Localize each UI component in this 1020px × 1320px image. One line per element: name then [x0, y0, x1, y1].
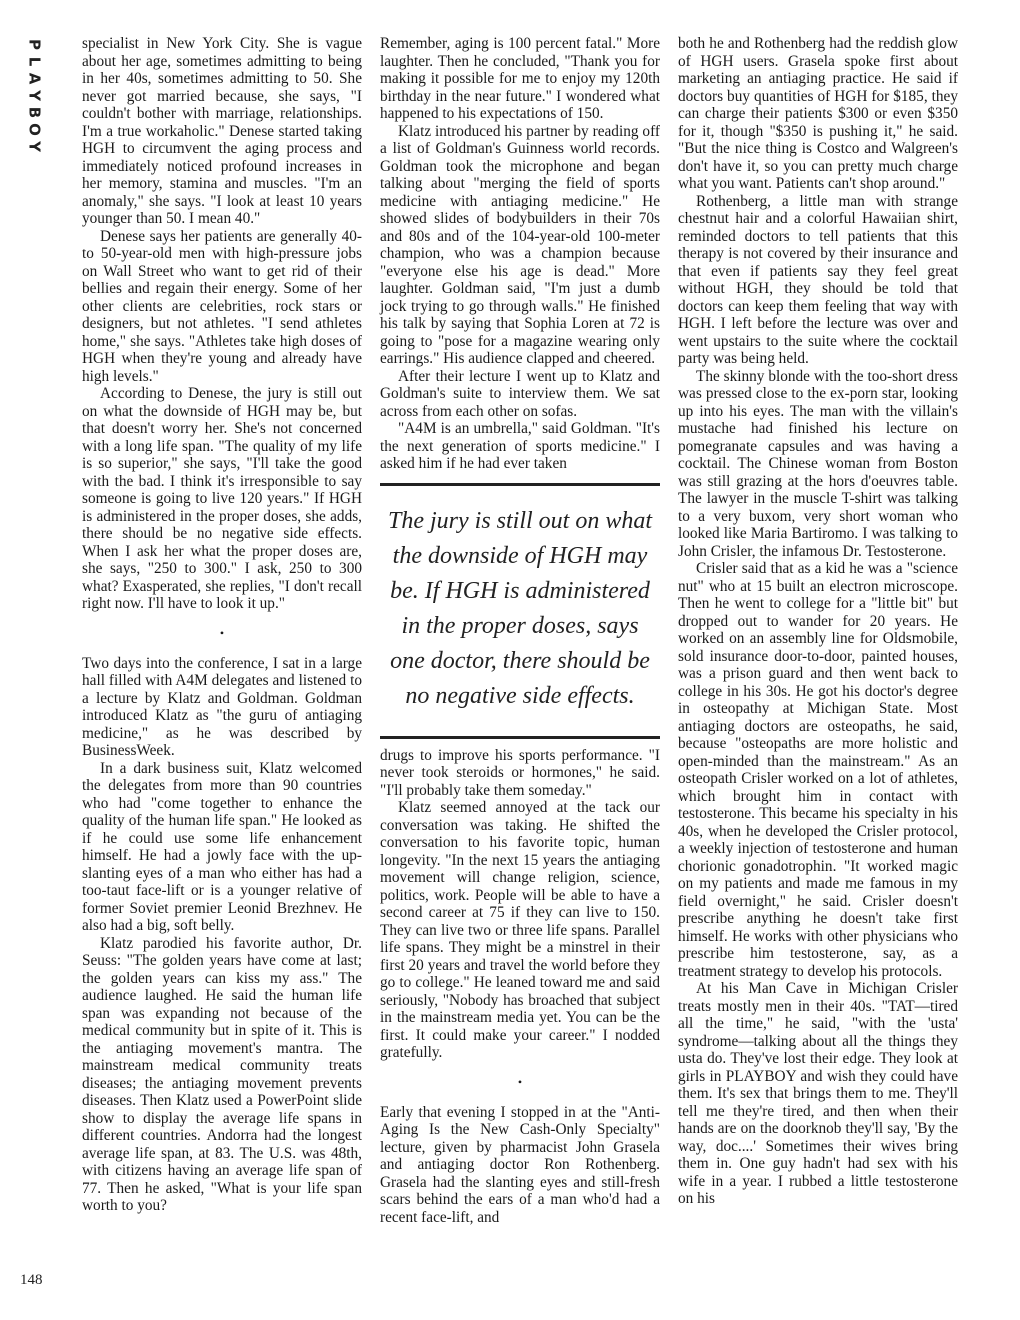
paragraph: Rothenberg, a little man with strange chestnut hair and a colorful Hawaiian shirt, reminded doctors to tell patients that this therapy is not covered by their insurance and that even if patients say they feel great without HGH, they should be told that doctors can keep them feeling that way with HGH. I left before the lecture was over and went upstairs to the suite where the cocktail party was being held.	[678, 192, 958, 367]
spine-letter: Y	[25, 141, 44, 152]
pull-quote: The jury is still out on what the downside of HGH may be. If HGH is administered in the proper doses, says one doctor, there should be no negative side effects.	[380, 483, 660, 739]
spine-letter: A	[25, 72, 44, 85]
paragraph: drugs to improve his sports performance. "I never took steroids or hormones," he said. "I'll probably take them someday."	[380, 746, 660, 799]
section-separator: •	[219, 625, 225, 640]
spine-letter: B	[25, 106, 44, 119]
spine-letter: L	[25, 56, 44, 67]
paragraph: The skinny blonde with the too-short dress was pressed close to the ex-porn star, looking up into his eyes. The man with the villain's mustache had finished his lecture on pomegranate capsules and was having a cocktail. The Chinese woman from Boston was still grazing at the hors d'oeuvres table. The lawyer in the muscle T-shirt was talking to a very buxom, very short woman who looked like Maria Bartiromo. I was talking to John Crisler, the infamous Dr. Testosterone.	[678, 367, 958, 560]
paragraph: Klatz introduced his partner by reading off a list of Goldman's Guinness world records. Goldman took the microphone and began talking about "merging the field of sports medicine with antiaging medicine." He showed slides of bodybuilders in their 70s and 80s and of the 104-year-old 100-meter champion, who was a champion because "everyone else his age is dead." More laughter. Goldman said, "I'm just a dumb jock trying to go through walls." He finished his talk by saying that Sophia Loren at 72 is going to "pose for a magazine wearing only earrings." His audience clapped and cheered.	[380, 122, 660, 367]
column-1	[82, 35, 362, 1215]
page-number: 148	[20, 1272, 43, 1288]
spine-letter: O	[25, 123, 44, 136]
section-separator: •	[517, 1074, 523, 1089]
paragraph: Two days into the conference, I sat in a large hall filled with A4M delegates and listened to a lecture by Klatz and Goldman. Goldman introduced Klatz as "the guru of antiaging medicine," as he was described by BusinessWeek.	[82, 654, 362, 759]
magazine-spine	[26, 36, 42, 155]
paragraph: both he and Rothenberg had the reddish glow of HGH users. Grasela spoke first about marketing an antiaging practice. He said if doctors buy quantities of HGH for $185, they can charge their patients $300 or even $350 for it, though "$350 is pushing it," he said. "But the nice thing is Costco and Walgreen's don't have it, so you can pretty much charge what you want. Patients can't shop around."	[678, 35, 958, 192]
paragraph: Remember, aging is 100 percent fatal." More laughter. Then he concluded, "Thank you for making it possible for me to enjoy my 120th birthday in the near future." I wondered what happened to his expectations of 150.	[380, 35, 660, 122]
paragraph: According to Denese, the jury is still out on what the downside of HGH may be, but that doesn't worry her. She's not concerned with a long life span. "The quality of my life is so superior," she says, "I'll take the good with the bad. I think it's irresponsible to say someone is going to live 120 years." If HGH is administered in the proper doses, she adds, there should be no negative side effects. When I ask her what the proper doses are, she says, "250 to 300." I ask, 250 to 300 what? Exasperated, she replies, "I don't recall right now. I'll have to look it up."	[82, 385, 362, 612]
paragraph: Klatz parodied his favorite author, Dr. Seuss: "The golden years have come at last; the golden years can kiss my ass." The audience laughed. He said the human life span was expanding not because of the medical community but in spite of it. This is the antiaging movement's mantra. The mainstream medical community treats diseases; the antiaging movement prevents diseases. Then Klatz used a PowerPoint slide show to display the average life spans in different countries. Andorra had the longest average life span, at 83. The U.S. was 48th, with citizens having an average life span of 77. Then he asked, "What is your life span worth to you?	[82, 934, 362, 1214]
paragraph: Early that evening I stopped in at the "Anti-Aging Is the New Cash-Only Specialty" lecture, given by pharmacist John Grasela and antiaging doctor Ron Rothenberg. Grasela had the slanting eyes and still-fresh scars behind the ears of a man who'd had a recent face-lift, and	[380, 1103, 660, 1226]
paragraph: Crisler said that as a kid he was a "science nut" who at 15 built an electron microscope. Then he went to college for a "little bit" but dropped out to wander for 20 years. He worked on an assembly line for Oldsmobile, sold insurance door-to-door, painted houses, was a prison guard and then went back to college in his 30s. He got his doctor's degree in osteopathy at Michigan State. Most antiaging doctors are osteopaths, he said, because "osteopaths are more holistic and open-minded than the mainstream." As an osteopath Crisler worked on a lot of athletes, which brought him in contact with testosterone. This became his specialty in his 40s, when he developed the Crisler protocol, a weekly injection of testosterone and human chorionic gonadotrophin. "It worked magic on my patients and made me famous in my field overnight," he said. Crisler doesn't prescribe anything he doesn't take first himself. He works with other physicians who prescribe him testosterone, say, as a treatment strategy to develop his protocols.	[678, 560, 958, 980]
paragraph: Klatz seemed annoyed at the tack our conversation was taking. He shifted the conversation to his favorite topic, human longevity. "In the next 15 years the antiaging movement will change religion, science, politics, work. People will be able to have a second career at 75 if they can live to 150. They can live two or three life spans. Parallel life spans. They might be a minstrel in their first 20 years and travel the world before they go to college." He leaned toward me and said seriously, "Nobody has broached that subject in the mainstream media yet. You can be the first. It could make your career." I nodded gratefully.	[380, 799, 660, 1061]
paragraph: At his Man Cave in Michigan Crisler treats mostly men in their 40s. "TAT—tired all the time," he said, "with the 'usta' syndrome—talking about all the things they usta do. They've lost their edge. They look at girls in PLAYBOY and wish they could have them. It's sex that brings them to me. They'll tell me they're tired, and then when their hands are on the doorknob they'll say, 'By the way, doc....' Sometimes their wives bring them in. One guy hadn't had sex with his wife in a year. I rubbed a little testosterone on his	[678, 980, 958, 1207]
paragraph: specialist in New York City. She is vague about her age, sometimes admitting to being in her 40s, sometimes admitting to 50. She never got married because, she says, "I couldn't bother with marriage, relationships. I'm a true workaholic." Denese started taking HGH to circumvent the aging process and immediately noticed profound increases in her memory, stamina and muscles. "I'm an anomaly," she says. "I look at least 10 years younger than 50. I mean 40."	[82, 35, 362, 227]
paragraph: "A4M is an umbrella," said Goldman. "It's the next generation of sports medicine." I asked him if he had ever taken	[380, 420, 660, 472]
column-3	[678, 35, 958, 1208]
column-2	[380, 35, 660, 1226]
paragraph: In a dark business suit, Klatz welcomed the delegates from more than 90 countries who had "come together to enhance the quality of the human life span." He looked as if he could use some life enhancement himself. He had a jowly face with the up-slanting eyes of a man who either has had a too-taut face-lift or is a younger relative of former Soviet premier Leonid Brezhnev. He also had a big, soft belly.	[82, 759, 362, 934]
spine-letter: Y	[25, 90, 44, 101]
paragraph: After their lecture I went up to Klatz and Goldman's suite to interview them. We sat across from each other on sofas.	[380, 367, 660, 420]
paragraph: Denese says her patients are generally 40- to 50-year-old men with high-pressure jobs on Wall Street who want to get rid of their bellies and regain their energy. Some of her other clients are celebrities, rock stars or designers, but not athletes. "I send athletes home," she says. "Athletes take high doses of HGH when they're young and already have high levels."	[82, 227, 362, 385]
spine-letter: P	[25, 39, 44, 50]
